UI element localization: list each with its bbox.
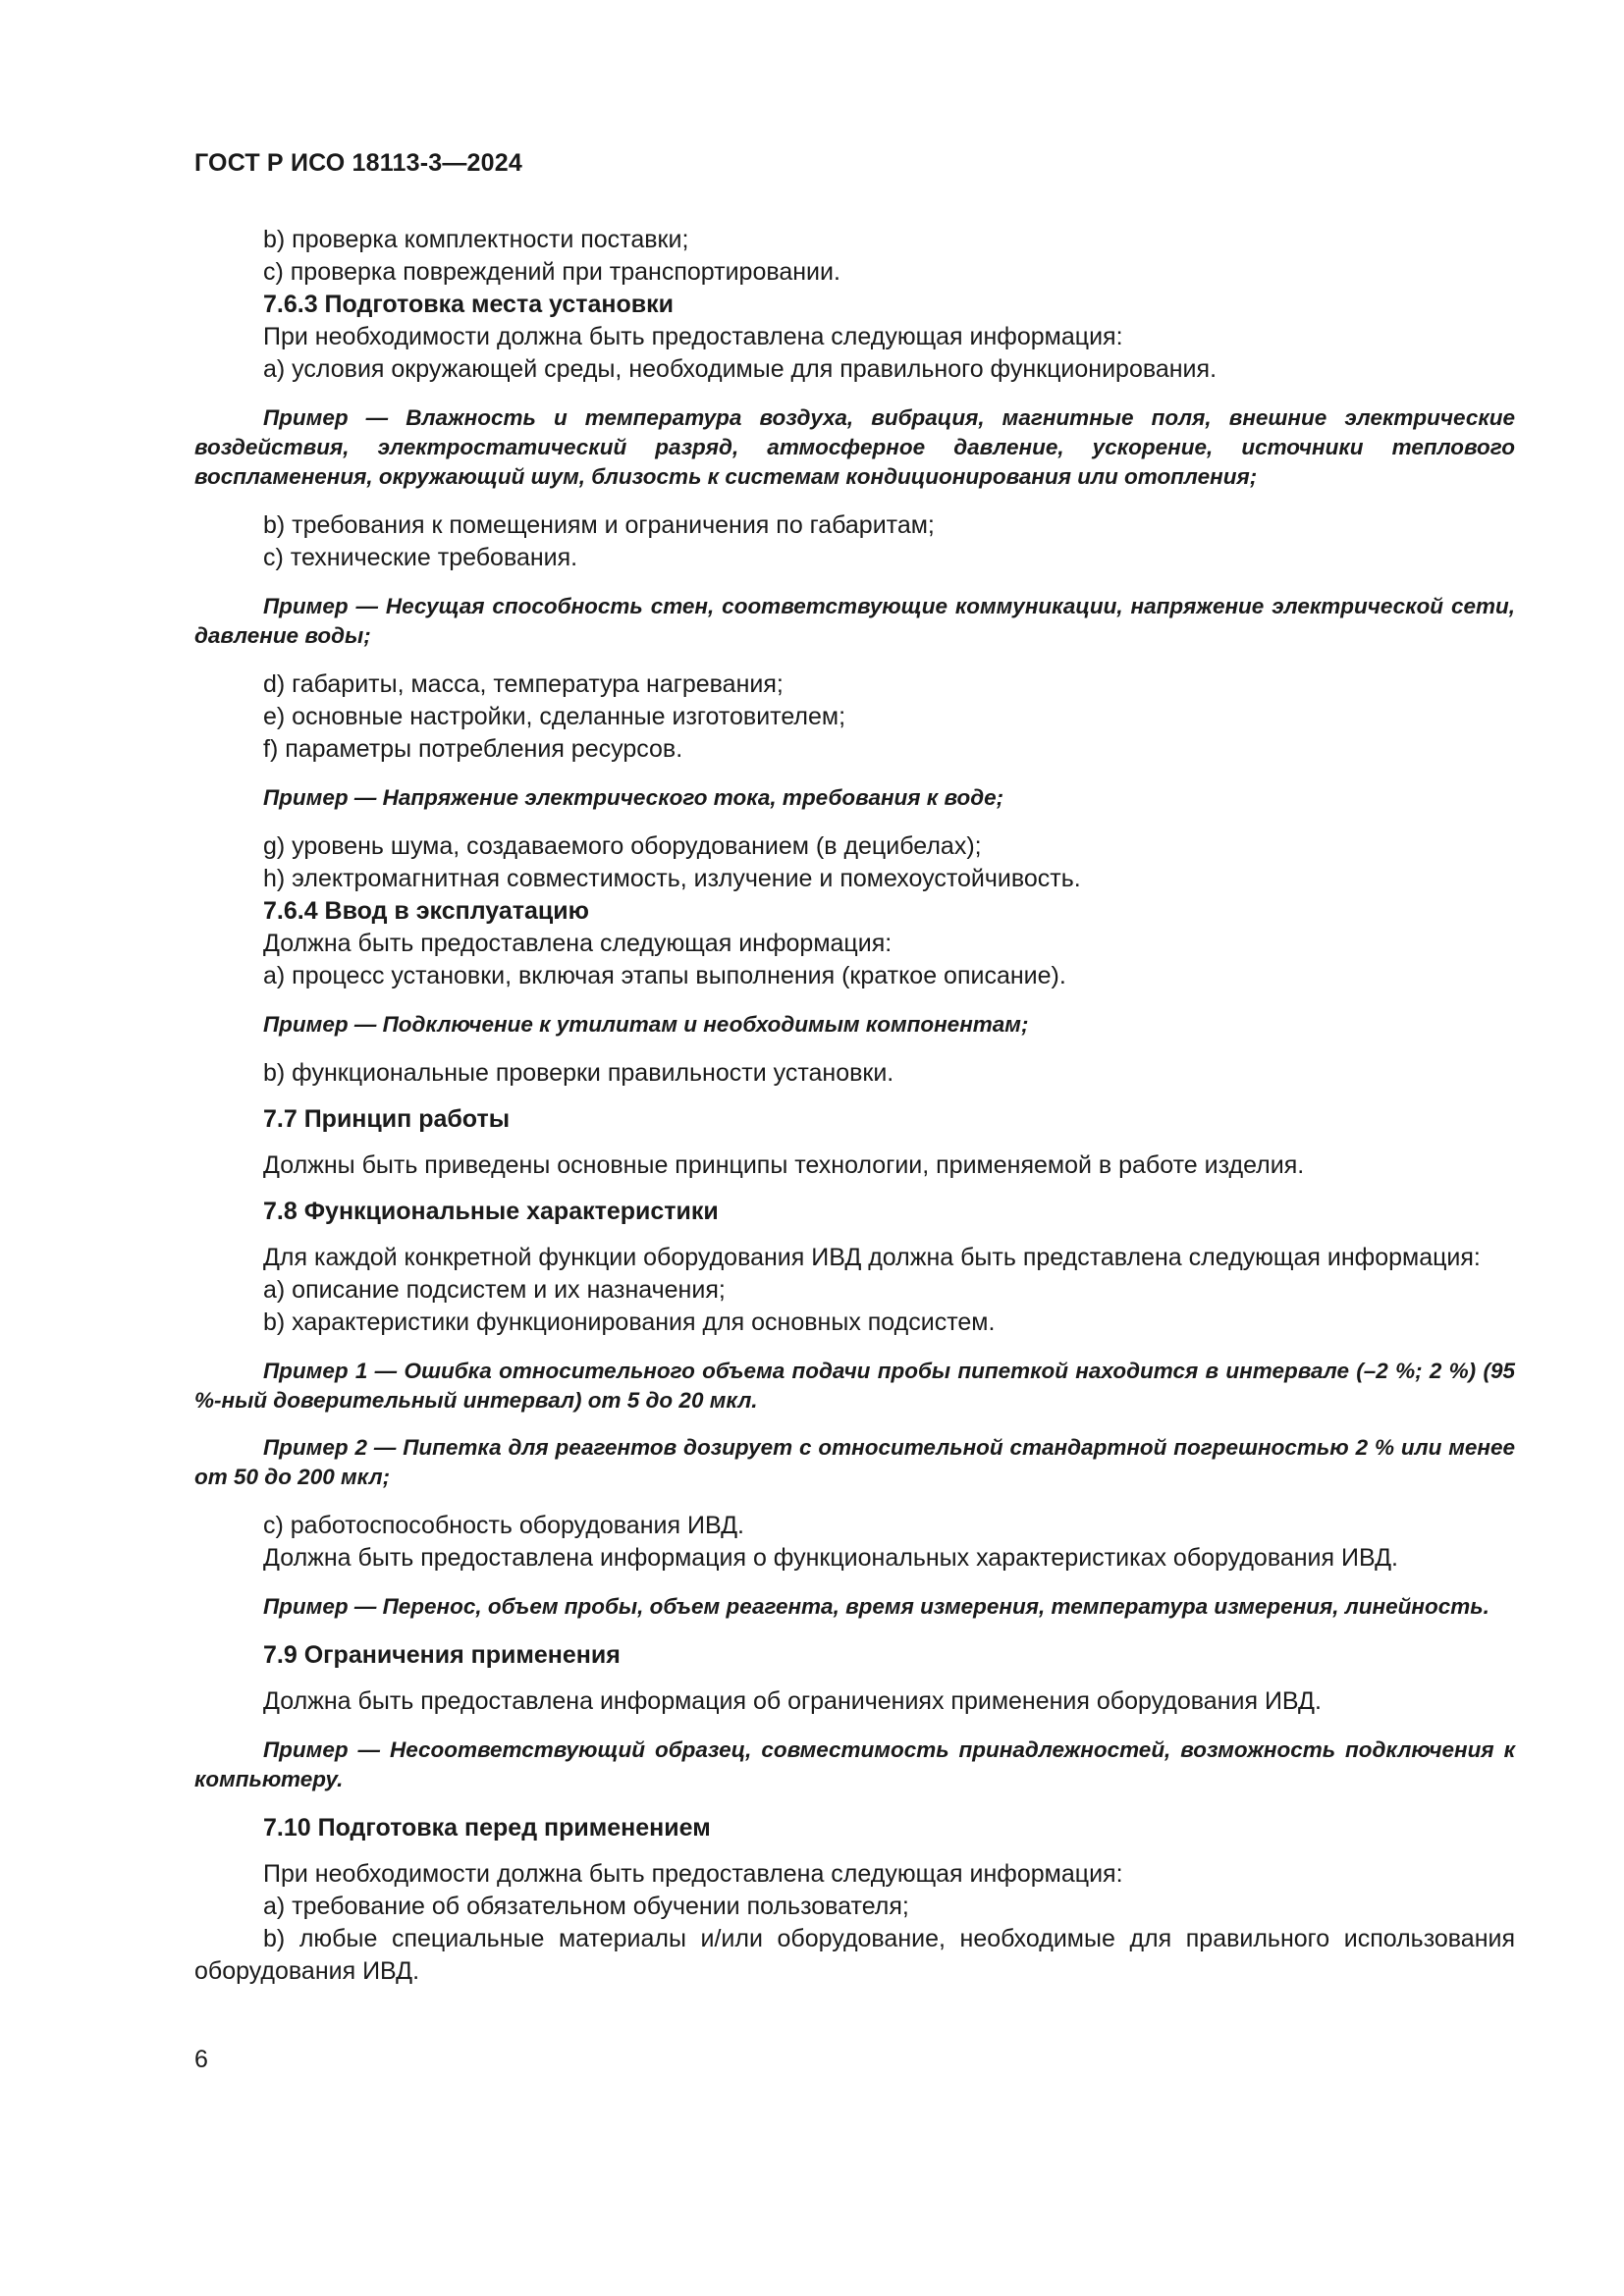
list-item: c) проверка повреждений при транспортировании. — [263, 258, 840, 286]
section-heading: 7.9 Ограничения применения — [263, 1641, 621, 1669]
list-item: a) условия окружающей среды, необходимые для правильного функционирования. — [263, 355, 1218, 383]
list-item: a) требование об обязательном обучении пользователя; — [263, 1893, 909, 1920]
list-item: c) технические требования. — [263, 544, 578, 571]
example-note: Пример — Подключение к утилитам и необходимым компонентам; — [263, 1012, 1029, 1037]
example-note: Пример — Несоответствующий образец, совместимость принадлежностей, возможность подключения к компьютеру. — [194, 1737, 1515, 1791]
page-number: 6 — [194, 2046, 208, 2073]
document-header: ГОСТ Р ИСО 18113-3—2024 — [194, 149, 522, 177]
list-item: b) проверка комплектности поставки; — [263, 226, 689, 253]
example-note: Пример 2 — Пипетка для реагентов дозирует с относительной стандартной погрешностью 2 % или менее от 50 до 200 мкл; — [194, 1435, 1515, 1489]
paragraph: Должны быть приведены основные принципы технологии, применяемой в работе изделия. — [263, 1151, 1305, 1179]
section-heading: 7.7 Принцип работы — [263, 1105, 511, 1133]
list-item: b) характеристики функционирования для основных подсистем. — [263, 1308, 996, 1336]
section-heading: 7.10 Подготовка перед применением — [263, 1814, 711, 1842]
example-note: Пример — Перенос, объем пробы, объем реагента, время измерения, температура измерения, линейность. — [263, 1594, 1489, 1619]
paragraph: При необходимости должна быть предоставлена следующая информация: — [263, 323, 1123, 350]
paragraph: Должна быть предоставлена информация об ограничениях применения оборудования ИВД. — [263, 1687, 1322, 1715]
list-item: a) процесс установки, включая этапы выполнения (краткое описание). — [263, 962, 1066, 989]
example-note: Пример — Влажность и температура воздуха, вибрация, магнитные поля, внешние электрические воздействия, электростатический разряд, атмосферное давление, ускорение, источники теплового воспламенения, окружающий шум, близость к системам кондиционирования или отопления; — [194, 405, 1515, 489]
list-item: g) уровень шума, создаваемого оборудованием (в децибелах); — [263, 832, 982, 860]
section-heading: 7.6.3 Подготовка места установки — [263, 291, 674, 318]
paragraph: Для каждой конкретной функции оборудования ИВД должна быть представлена следующая информация: — [263, 1244, 1481, 1271]
example-note: Пример — Несущая способность стен, соответствующие коммуникации, напряжение электрической сети, давление воды; — [194, 594, 1515, 648]
list-item: f) параметры потребления ресурсов. — [263, 735, 683, 763]
list-item: b) функциональные проверки правильности установки. — [263, 1059, 894, 1087]
paragraph: Должна быть предоставлена следующая информация: — [263, 930, 893, 957]
list-item: e) основные настройки, сделанные изготовителем; — [263, 703, 846, 730]
list-item: b) любые специальные материалы и/или оборудование, необходимые для правильного использования оборудования ИВД. — [194, 1925, 1515, 1985]
list-item: a) описание подсистем и их назначения; — [263, 1276, 726, 1304]
paragraph: Должна быть предоставлена информация о функциональных характеристиках оборудования ИВД. — [263, 1544, 1398, 1572]
list-item: d) габариты, масса, температура нагревания; — [263, 670, 784, 698]
example-note: Пример — Напряжение электрического тока, требования к воде; — [263, 785, 1004, 810]
paragraph: При необходимости должна быть предоставлена следующая информация: — [263, 1860, 1123, 1888]
section-heading: 7.8 Функциональные характеристики — [263, 1198, 719, 1225]
list-item: h) электромагнитная совместимость, излучение и помехоустойчивость. — [263, 865, 1081, 892]
example-note: Пример 1 — Ошибка относительного объема подачи пробы пипеткой находится в интервале (–2 %; 2 %) (95 %-ный доверительный интервал) от 5 до 20 мкл. — [194, 1359, 1515, 1413]
document-body — [194, 224, 1515, 1988]
list-item: b) требования к помещениям и ограничения по габаритам; — [263, 511, 935, 539]
list-item: c) работоспособность оборудования ИВД. — [263, 1512, 744, 1539]
section-heading: 7.6.4 Ввод в эксплуатацию — [263, 897, 589, 925]
